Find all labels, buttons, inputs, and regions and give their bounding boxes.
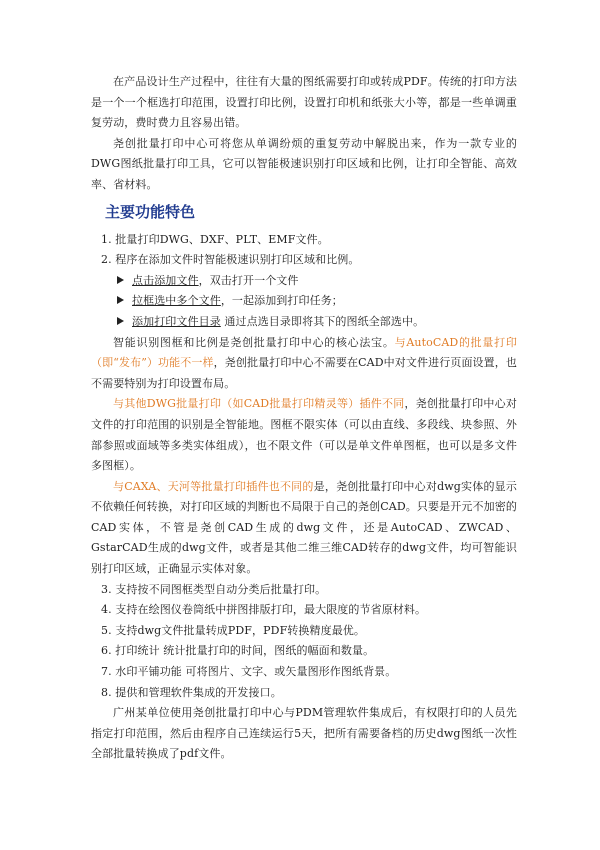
caxa-highlight: 与CAXA、天河等批量打印插件也不同的 [113,479,314,493]
other-plugins-text: ，尧创批量打印中心对文件的打印范围的识别是全智能地。图框不限实体（可以由直线、多段线、块参照、外部参照或面域等多类实体组成），也不限文件（可以是单文件单图框，也可以是多文件多图框）。 [91,397,517,473]
core-paragraph [91,333,517,395]
add-directory-link[interactable]: 添加打印文件目录 [132,314,221,328]
arrow-bullet-icon [117,276,124,284]
arrow-bullet-icon [117,296,124,304]
section-title: 主要功能特色 [105,202,196,221]
document-body [91,72,517,765]
feature-item-3: 3. 支持按不同图框类型自动分类后批量打印。 [101,582,327,596]
feature-item-6: 6. 打印统计 统计批量打印的时间，图纸的幅面和数量。 [101,644,375,658]
bullet-text: ，一起添加到打印任务； [220,294,343,308]
bullet-item-add-directory [91,312,517,333]
feature-item-1: 1. 批量打印DWG、DXF、PLT、EMF文件。 [101,232,329,246]
intro-paragraph-1: 在产品设计生产过程中，往往有大量的图纸需要打印或转成PDF。传统的打印方法是一个一个框选打印范围，设置打印比例，设置打印机和纸张大小等，都是一些单调重复劳动，费时费力且容易出错。 [91,75,517,130]
autocad-highlight: 与AutoCAD的批量打印（即“发布”）功能不一样 [91,335,517,370]
feature-item-8: 8. 提供和管理软件集成的开发接口。 [101,685,282,699]
feature-item-4: 4. 支持在绘图仪卷筒纸中拼图排版打印，最大限度的节省原材料。 [101,603,427,617]
feature-item-7: 7. 水印平铺功能 可将图片、文字、或矢量图形作图纸背景。 [101,665,397,679]
bullet-text: 通过点选目录即将其下的图纸全部选中。 [220,314,425,328]
caxa-text: 是，尧创批量打印中心对dwg实体的显示不依赖任何转换，对打印区域的判断也不局限于自己的尧创CAD。只要是开元不加密的CAD实体，不管是尧创CAD生成的dwg文件，还是AutoCAD、ZWCAD、GstarCAD生成的dwg文件，或者是其他二维三维CAD转存的dwg文件，均可智能识别打印区域，正确显示实体对象。 [91,479,517,576]
other-plugins-paragraph [91,394,517,476]
add-file-link[interactable]: 点击添加文件 [132,273,199,287]
feature-item-5: 5. 支持dwg文件批量转成PDF，PDF转换精度最优。 [101,623,365,637]
core-text-rest: ，尧创批量打印中心不需要在CAD中对文件进行页面设置，也不需要特别为打印设置布局。 [91,356,517,390]
core-text: 智能识别图框和比例是尧创批量打印中心的核心法宝。 [113,335,395,349]
arrow-bullet-icon [117,317,124,325]
select-files-link[interactable]: 拉框选中多个文件 [132,294,221,308]
other-plugins-highlight: 与其他DWG批量打印（如CAD批量打印精灵等）插件不同 [113,397,405,411]
feature-item-2: 2. 程序在添加文件时智能极速识别打印区域和比例。 [101,253,360,267]
bullet-item-select-files [91,291,517,312]
bullet-text: ，双击打开一个文件 [198,273,299,287]
case-study-paragraph: 广州某单位使用尧创批量打印中心与PDM管理软件集成后，有权限打印的人员先指定打印范围，然后由程序自己连续运行5天，把所有需要备档的历史dwg图纸一次性全部批量转换成了pdf文件。 [91,706,517,761]
caxa-paragraph [91,477,517,580]
intro-paragraph-2: 尧创批量打印中心可将您从单调纷烦的重复劳动中解脱出来，作为一款专业的DWG图纸批量打印工具，它可以智能极速识别打印区域和比例，让打印全智能、高效率、省材料。 [91,136,517,191]
bullet-item-add-file [91,271,517,292]
